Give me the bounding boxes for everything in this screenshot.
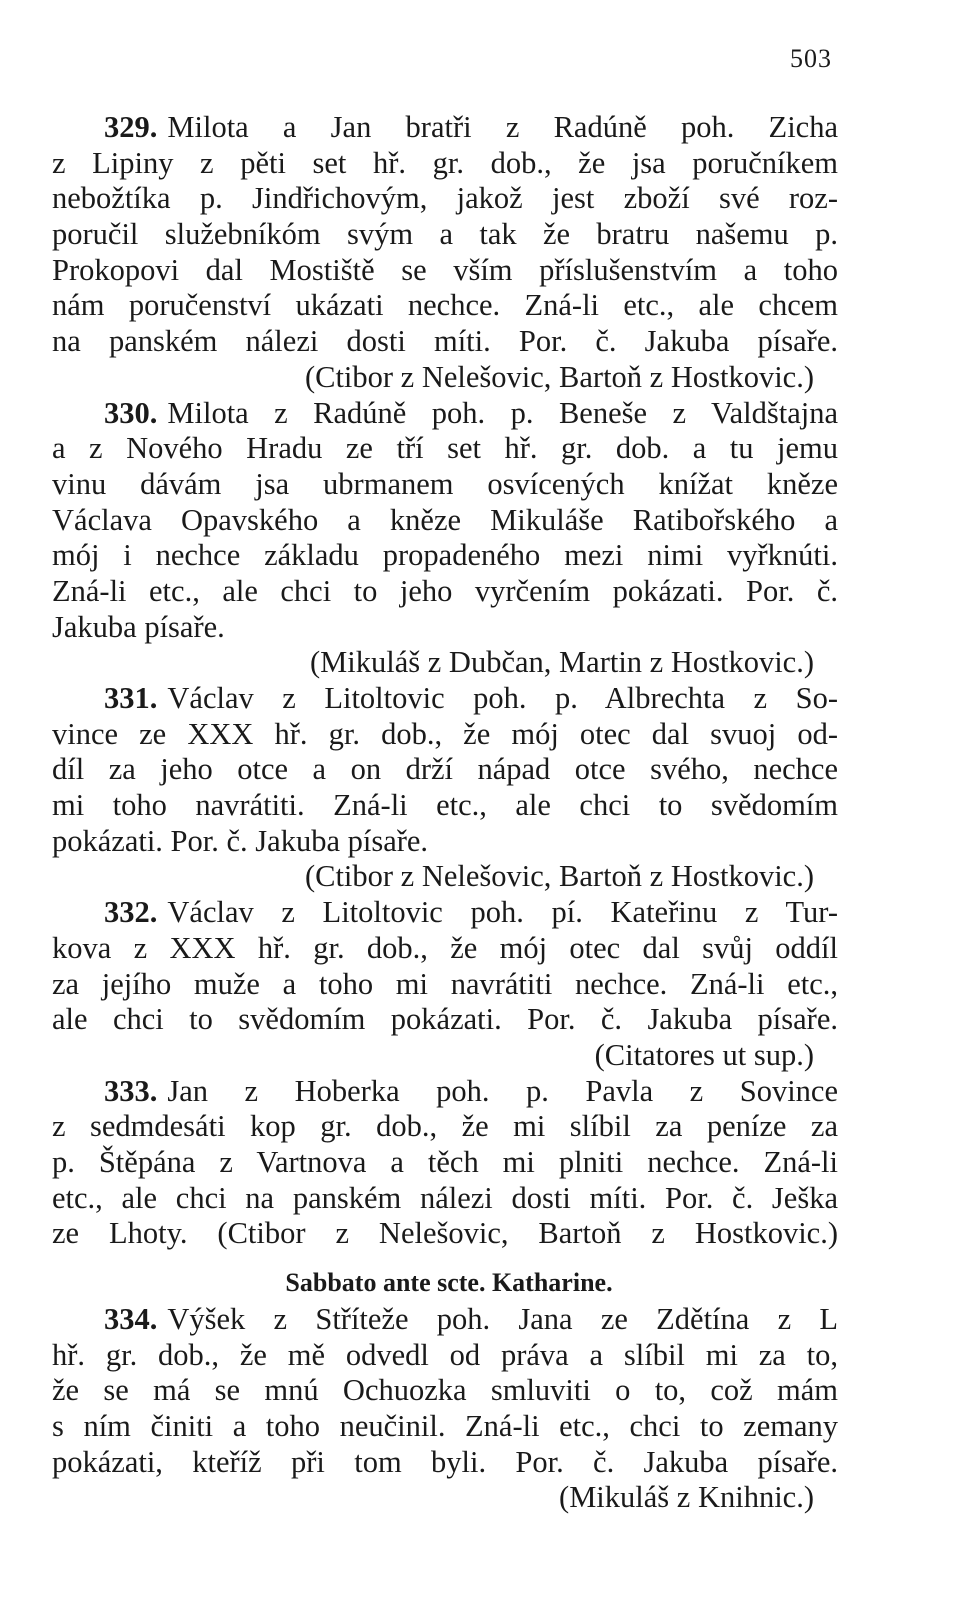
text-line: [52, 859, 838, 895]
line-text: z sedmdesáti kop gr. dob., že mi slíbil za peníze za: [52, 1109, 838, 1144]
text-line: [52, 645, 838, 681]
line-text: etc., ale chci na panském nálezi dosti míti. Por. č. Ješka: [52, 1180, 838, 1215]
line-text: Milota z Radúně poh. p. Beneše z Valdštajna: [167, 395, 838, 430]
entry-number: 331.: [104, 681, 158, 715]
text-line: [52, 288, 838, 324]
text-line: [52, 931, 838, 967]
line-text: (Citatores ut sup.): [594, 1037, 814, 1072]
text-line: [52, 1338, 838, 1374]
line-text: Václav z Litoltovic poh. pí. Kateřinu z Tur-: [167, 895, 838, 930]
line-text: Jan z Hoberka poh. p. Pavla z Sovince: [167, 1073, 838, 1108]
line-text: vince ze XXX hř. gr. dob., že mój otec dal svuoj od-: [52, 716, 838, 751]
entry-number: 334.: [104, 1302, 158, 1336]
line-text: z Lipiny z pěti set hř. gr. dob., že jsa poručníkem: [52, 145, 838, 180]
entry-number: 332.: [104, 895, 158, 930]
line-text: ale chci to svědomím pokázati. Por. č. Jakuba písaře.: [52, 1002, 838, 1037]
line-text: pokázati. Por. č. Jakuba písaře.: [52, 823, 429, 858]
line-text: ze Lhoty. (Ctibor z Nelešovic, Bartoň z Hostkovic.): [52, 1216, 838, 1251]
line-text: p. Štěpána z Vartnova a těch mi plniti nechce. Zná-li: [52, 1144, 838, 1179]
line-text: (Mikuláš z Knihnic.): [559, 1480, 814, 1515]
text-line: [52, 217, 838, 253]
entry-first-line: [52, 110, 838, 146]
text-line: [52, 824, 838, 860]
line-text: mój i nechce základu propadeného mezi nimi vyřknúti.: [52, 538, 838, 573]
text-line: [52, 1373, 838, 1409]
line-text: Sabbato ante scte. Katharine.: [285, 1268, 613, 1297]
text-line: [52, 431, 838, 467]
text-line: [52, 1480, 838, 1516]
line-text: Jakuba písaře.: [52, 609, 225, 644]
line-text: nebožtíka p. Jindřichovým, jakož jest zboží své roz-: [52, 181, 838, 216]
entry-number: 330.: [104, 395, 158, 430]
line-text: Prokopovi dal Mostiště se vším příslušenstvím a toho: [52, 252, 838, 287]
page-body-text: [52, 110, 838, 1516]
line-text: a z Nového Hradu ze tří set hř. gr. dob. a tu jemu: [52, 431, 838, 466]
line-text: za jejího muže a toho mi navrátiti nechce. Zná-li etc.,: [52, 966, 838, 1001]
line-text: poručil služebníkóm svým a tak že bratru našemu p.: [52, 217, 838, 252]
text-line: [52, 1002, 838, 1038]
text-line: [52, 967, 838, 1003]
line-text: Milota a Jan bratři z Radúně poh. Zicha: [167, 110, 838, 144]
line-text: mi toho navrátiti. Zná-li etc., ale chci to svědomím: [52, 788, 838, 823]
line-text: díl za jeho otce a on drží nápad otce svého, nechce: [52, 752, 838, 787]
text-line: [52, 1181, 838, 1217]
text-line: [52, 324, 838, 360]
line-text: kova z XXX hř. gr. dob., že mój otec dal svůj oddíl: [52, 930, 838, 965]
line-text: na panském nálezi dosti míti. Por. č. Jakuba písaře.: [52, 324, 838, 359]
entry-first-line: [52, 1074, 838, 1110]
text-line: [52, 1109, 838, 1145]
line-text: že se má se mnú Ochuozka smluviti o to, což mám: [52, 1373, 838, 1408]
text-line: [52, 717, 838, 753]
line-text: Václava Opavského a kněze Mikuláše Ratibořského a: [52, 502, 838, 537]
text-line: [52, 1038, 838, 1074]
page-number: 503: [790, 44, 832, 73]
text-line: [52, 538, 838, 574]
entry-number: 333.: [104, 1073, 158, 1108]
line-text: (Ctibor z Nelešovic, Bartoň z Hostkovic.): [304, 859, 814, 894]
text-line: [52, 788, 838, 824]
entry-first-line: [52, 396, 838, 432]
line-text: (Ctibor z Nelešovic, Bartoň z Hostkovic.): [304, 359, 814, 394]
line-text: hř. gr. dob., že mě odvedl od práva a slíbil mi za to,: [52, 1337, 838, 1372]
line-text: s ním činiti a toho neučinil. Zná-li etc., chci to zemany: [52, 1409, 838, 1444]
line-text: pokázati, kteříž při tom byli. Por. č. Jakuba písaře.: [52, 1444, 838, 1479]
text-line: [52, 503, 838, 539]
text-line: [52, 253, 838, 289]
text-line: [52, 1216, 838, 1252]
text-line: [52, 752, 838, 788]
text-line: [52, 574, 838, 610]
line-text: (Mikuláš z Dubčan, Martin z Hostkovic.): [310, 645, 814, 680]
text-line: [52, 1445, 838, 1481]
entry-first-line: [52, 681, 838, 717]
section-heading: [52, 1252, 838, 1302]
entry-number: 329.: [104, 110, 158, 144]
entry-first-line: [52, 895, 838, 931]
line-text: vinu dávám jsa ubrmanem osvícených knížat kněze: [52, 466, 838, 501]
text-line: [52, 1145, 838, 1181]
line-text: Zná-li etc., ale chci to jeho vyrčením pokázati. Por. č.: [52, 573, 838, 608]
text-line: [52, 467, 838, 503]
entry-first-line: [52, 1302, 838, 1338]
text-line: [52, 360, 838, 396]
text-line: [52, 181, 838, 217]
line-text: Výšek z Stříteže poh. Jana ze Zdětína z L: [167, 1302, 838, 1336]
text-line: [52, 146, 838, 182]
text-line: [52, 610, 838, 646]
text-line: [52, 1409, 838, 1445]
line-text: nám poručenství ukázati nechce. Zná-li etc., ale chcem: [52, 288, 838, 323]
line-text: Václav z Litoltovic poh. p. Albrechta z So-: [167, 681, 838, 715]
